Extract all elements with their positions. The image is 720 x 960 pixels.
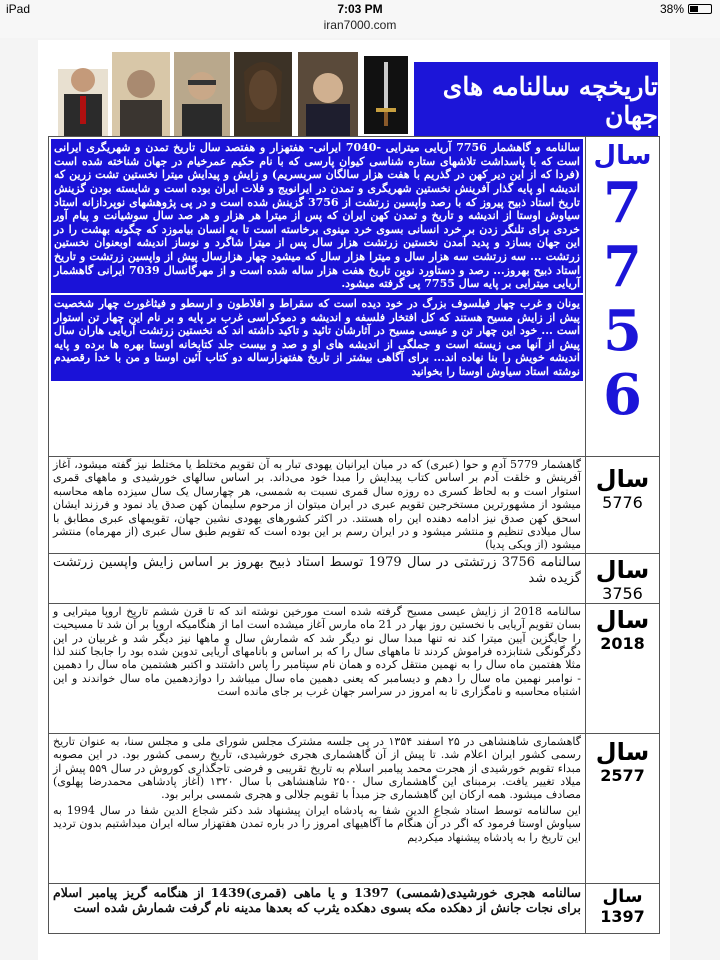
description-cell [49,733,586,883]
year-label: سال [595,555,650,584]
description-text: سالنامه هجری خورشیدی(شمسی) 1397 و یا ماهی (قمری)1439 از هنگامه گریز پیامبر اسلام برای نجات جانش از دهکده مکه بسوی دهکده یثرب که بعدها مدینه نام گرفت شمارش شده است [49,883,586,933]
year-label: سال [602,885,643,907]
clock: 7:03 PM [337,2,383,16]
table-row [49,733,660,883]
year-digit: 7 [603,234,642,300]
battery-icon [688,4,712,14]
calendar-table [48,136,660,934]
description-text: گاهشمار 5779 آدم و حوا (عبری) که در میان ایرانیان یهودی تبار به آن تقویم مختلط یا مختلط نیز گفته میشود، آغاز آفرینش و خلقت آدم بر اساس کتاب پیدایش را مبدا خود می‌داند. بر اساس سالهای خورشیدی و ماههای قمری استوار است و به لحاظ کسری ده روزه سال قمری نسبت به شمسی، هر چهارسال یک سال سیزده ماهه محاسبه میشود از مشهورترین مستخرجین تقویم عبری در ایران میتوان از مرحوم سلیمان کهن صدق یاد نمود و فرزند ایشان اسحق کهن صدق نیز ادامه دهنده این راه هستند. در اکثر کشورهای یهودی نشین جهان، تقویمهای عبری مطابق با سال میلادی تنظیم و منتشر میشود و در ایران رسم بر این بوده است که تقویم طبق سال عبری (از مهرماه) منتشر میشود (از ویکی پدیا) [49,457,586,554]
description-text: سالنامه 2018 از زایش عیسی مسیح گرفته شده است مورخین نوشته اند که تا قرن ششم تاریخ اروپا میترایی و بسان تقویم آریایی با نخستین روز بهار در 21 ماه مارس آغاز میشده است اما از هنگامیکه اروپا بر آن شد تا مسیحیت را جایگزین آیین میترا کند نه تنها مبدا سال نو دیگر شد که شمارش سال و ماهها نیز دیگر شد و غربیان در این دگرگونگی شتابزده فراموش کردند تا ماههای سال را که بر اساس و بانامهای آریایی تدوین شده بود را جابجا کنند لذا مثلا هفتمین ماه سال را به نهمین منتقل کرده و همان نام سپتامبر را پاس داشتند و اکتبر هشتمین ماه سال را دهمین - نوامبر نهمین ماه سال را دهم و دیسامبر که یعنی دهمین ماه سال میباشد را دوازدهمین ماه سال خواندند و این اشتباه محاسبه و نامگزاری تا به امروز در سراسر جهان غرب بر جای مانده است [49,603,586,733]
year-cell [586,733,660,883]
year-digit: 6 [603,362,642,428]
table-row [49,457,660,554]
portrait-photo [112,52,170,136]
description-text: گاهشماری شاهنشاهی در ۲۵ اسفند ۱۳۵۴ در پی جلسه مشترک مجلس شورای ملی و مجلس سنا، به عنوان تاریخ رسمی کشور ایران اعلام شد. تا پیش از آن گاهشماری هجری خورشیدی، تاریخ رسمی کشور بود. در این مصوبه مبداء تقویم خورشیدی از هجرت محمد پیامبر اسلام به تاریخ تقریبی و فرضی تاجگذاری کوروش در سال ۵۵۹ پیش از میلاد تغییر یافت. برمبنای این گاهشماری سال ۲۵۰۰ شاهنشاهی با سال ۱۳۲۰ (آغاز پادشاهی محمدرضا پهلوی) مصادف میشود. همه ارکان این گاهشماری جز مبدأ با تقویم جلالی و هجری شمسی برابر بود. [53,734,581,802]
description-text: سالنامه و گاهشمار 7756 آریایی میترایی -7040 ایرانی- هفتهزار و هفتصد سال تاریخ تمدن و شهریگری ایرانی است که با پاسداشت تلاشهای ستاره شناسی کیوان پارسی که با نام حکیم عمرخیام در جهان شناخته شده است (فردا که از این دیر کهن در گذریم با هفت هزار سالگان سربسریم) و زایش و پیدایش میترا نخستین تشت زرین که اندیشه او پایه گذار آفرینش نخستین شهریگری و تمدن در ایرانویج و فلات ایران بوده است و شایسته بودن گزینش تاریخ استاد ذبیح پیروز که با رصد واپسین زرتشت از 3756 گزینش شده است و در پی پژوهشهای نوپردازانه استاد سیاوش اوستا از اندیشه و تاریخ و تمدن کهن ایران که پس از میترا هر هزار و هر صد سال سوشیانت و پیام آور خردی برای تلنگر زدن بر خرد انسانی بسوی خرد مینوی برخاسته است تا به انسان بیاموزد که چگونه بهشت را در این جهان بسازد و پدید آمدن نخستین زرتشت هزار سال پس از میترا شاگرد و نوساز اندیشه اوبعنوان نخستین زرتشت ... سه زرتشت سه هزار سال و میترا هزار سال که میشود چهار هزارسال پیش از واپسین زرتشت و تاریخ استاد ذبیح بهروز... رصد و دستاورد نوین تاریخ هفت هزار ساله شده است و از مهرگانسال 7039 ایرانی گاهشمار آریایی میترایی بر پایه سال 7755 پی گرفته میشود. [51,139,583,293]
year-cell [586,457,660,554]
table-row [49,883,660,933]
description-text: این سالنامه توسط استاد شجاع الدین شفا به پادشاه ایران پیشنهاد شد دکتر شجاع الدین شفا در سال 1994 به سیاوش اوستا فرمود که اگر در آن هنگام ما آگاهیهای امروز را در باره تمدن هفتهزار ساله ایران میداشتیم بدون تردید این تاریخ را به پادشاه پیشنهاد میکردیم [53,803,581,844]
table-row [49,603,660,733]
battery-indicator [660,2,712,16]
url-bar[interactable] [0,18,720,38]
portrait-photo [234,52,292,136]
url-text: iran7000.com [323,18,397,32]
portrait-photo [58,52,108,136]
sword-icon [364,56,408,134]
year-label: سال [593,141,652,171]
year-cell [586,603,660,733]
table-row [49,553,660,603]
portrait-photo [298,52,358,136]
banner [58,52,658,136]
year-digit: 7 [603,170,642,236]
year-cell [586,553,660,603]
year-label: سال [595,605,650,634]
table-row [49,137,660,457]
year-number: 5776 [602,493,643,512]
year-number: 1397 [600,906,645,926]
description-text: یونان و غرب چهار فیلسوف بزرگ در خود دیده است که سقراط و افلاطون و ارسطو و فیثاغورث چهار شخصیت پیش از زایش مسیح هستند که کل افتخار فلسفه و اندیشه و دموکراسی غرب بر پایه و بر نام این چهار تن استوار است ... خود این چهار تن و عیسی مسیح در آثارشان تائید و تاکید داشته اند که نخستین زرتشت آریایی هاران سال پیش از آنها می زیسته است و جملگی از اندیشه های او و صد و بیست جلد کتابخانه اوستا بهره ها برده و پایه اندیشه خویش را بنا نهاده اند... برای آگاهی بیشتر از تاریخ هفتهزارساله دو کتاب آئین اوستا و من با خدا رقصیدم نوشته استاد سیاوش اوستا را بخوانید [51,295,583,381]
year-number: 3756 [602,583,643,603]
status-bar [0,0,720,18]
year-cell [586,883,660,933]
year-label: سال [595,465,650,493]
year-cell [586,137,660,457]
battery-percent: 38% [659,2,684,16]
page-title: تاریخچه سالنامه های جهان [414,62,658,136]
description-text: سالنامه 3756 زرتشتی در سال 1979 توسط استاد ذبیح بهروز بر اساس زایش واپسین زرتشت گزیده شد [49,553,586,603]
year-label: سال [595,737,650,766]
year-number: 2018 [600,633,645,653]
year-number: 2577 [600,765,645,785]
carrier-label: iPad [6,2,31,16]
web-page [38,40,670,960]
year-digit: 5 [603,298,642,364]
portrait-photo [174,52,230,136]
